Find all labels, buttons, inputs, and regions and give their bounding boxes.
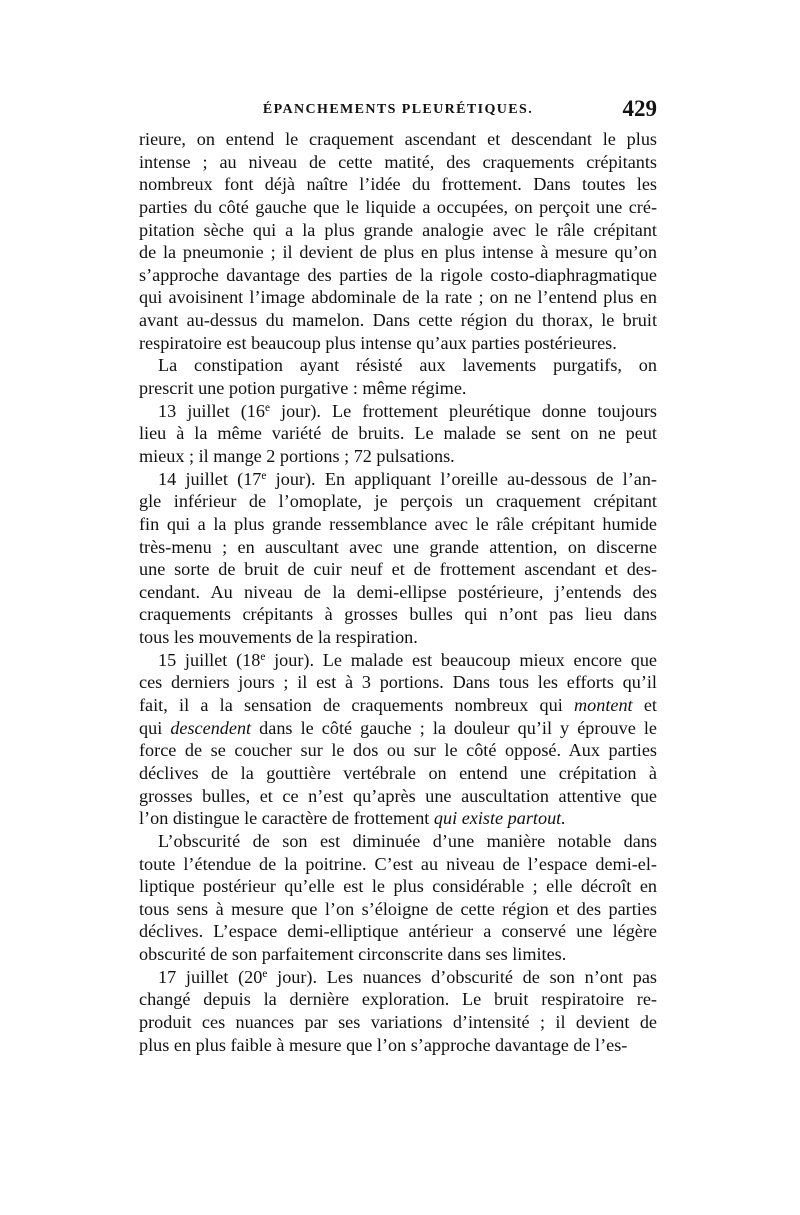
superscript: e (264, 401, 270, 414)
text-line: 13 juillet (16e jour). Le frottement pleurétique donne toujours (158, 400, 657, 421)
paragraph (139, 468, 657, 649)
page-number: 429 (622, 96, 657, 121)
text-line: cendant. Au niveau de la demi-ellipse postérieure, j’entends des (139, 581, 657, 602)
text-line: rieure, on entend le craquement ascendant et descendant le plus (139, 129, 657, 149)
text-line: qui descendent dans le côté gauche ; la douleur qu’il y éprouve le (139, 717, 657, 738)
text-line: 14 juillet (17e jour). En appliquant l’oreille au-dessous de l’an- (158, 468, 657, 489)
text-line: prescrit une potion purgative : même régime. (139, 378, 467, 399)
text-line: de la pneumonie ; il devient de plus en plus intense à mesure qu’on (139, 242, 657, 263)
text-line: parties du côté gauche que le liquide a occupées, on perçoit une cré- (139, 196, 657, 217)
text-line: changé depuis la dernière exploration. Le bruit respiratoire re- (139, 989, 657, 1010)
text-line: produit ces nuances par ses variations d’intensité ; il devient de (139, 1011, 657, 1032)
text-line: mieux ; il mange 2 portions ; 72 pulsations. (139, 445, 455, 466)
text-line: liptique postérieur qu’elle est le plus considérable ; elle décroît en (139, 876, 657, 897)
running-head (139, 96, 657, 126)
text-line: nombreux font déjà naître l’idée du frottement. Dans toutes les (139, 174, 657, 195)
italic-text: qui existe partout. (433, 808, 566, 829)
text-line: intense ; au niveau de cette matité, des craquements crépitants (139, 151, 657, 172)
running-title: ÉPANCHEMENTS PLEURÉTIQUES. (262, 102, 534, 117)
paragraph (139, 830, 657, 966)
text-line: l’on distingue le caractère de frottement qui existe partout. (139, 808, 566, 829)
text-line: déclives de la gouttière vertébrale on entend une crépitation à (139, 762, 657, 783)
italic-text: montent (574, 695, 633, 716)
text-line: toute l’étendue de la poitrine. C’est au niveau de l’espace demi-el- (139, 853, 657, 874)
text-line: qui avoisinent l’image abdominale de la rate ; on ne l’entend plus en (139, 287, 657, 308)
text-line: L’obscurité de son est diminuée d’une manière notable dans (158, 830, 657, 851)
text-line: fait, il a la sensation de craquements nombreux qui montent et (139, 695, 657, 716)
paragraph (139, 400, 657, 468)
paragraph (139, 649, 657, 830)
text-line: pitation sèche qui a la plus grande analogie avec le râle crépitant (139, 219, 657, 240)
text-line: plus en plus faible à mesure que l’on s’approche davantage de l’es- (139, 1034, 628, 1055)
paragraph (139, 354, 657, 399)
text-line: craquements crépitants à grosses bulles qui n’ont pas lieu dans (139, 604, 657, 625)
italic-text: descendent (170, 717, 252, 738)
text-line: obscurité de son parfaitement circonscrite dans ses limites. (139, 944, 567, 965)
text-line: ces derniers jours ; il est à 3 portions. Dans tous les efforts qu’il (139, 672, 657, 693)
paragraph (139, 128, 657, 354)
paragraph (139, 966, 657, 1057)
superscript: e (261, 469, 267, 482)
text-line: déclives. L’espace demi-elliptique antérieur a conservé une légère (139, 921, 657, 942)
text-line: avant au-dessus du mamelon. Dans cette région du thorax, le bruit (139, 310, 657, 331)
text-line: respiratoire est beaucoup plus intense qu’aux parties postérieures. (139, 332, 617, 353)
text-line: 17 juillet (20e jour). Les nuances d’obscurité de son n’ont pas (158, 966, 657, 987)
text-line: tous les mouvements de la respiration. (139, 627, 418, 648)
text-line: 15 juillet (18e jour). Le malade est beaucoup mieux encore que (158, 649, 657, 670)
text-line: s’approche davantage des parties de la rigole costo-diaphragmatique (139, 264, 657, 285)
text-line: gle inférieur de l’omoplate, je perçois un craquement crépitant (139, 491, 657, 512)
text-line: force de se coucher sur le dos ou sur le côté opposé. Aux parties (139, 740, 657, 761)
text-line: lieu à la même variété de bruits. Le malade se sent on ne peut (139, 423, 657, 444)
text-line: tous sens à mesure que l’on s’éloigne de cette région et des parties (139, 898, 657, 919)
text-line: La constipation ayant résisté aux lavements purgatifs, on (158, 355, 657, 376)
superscript: e (262, 967, 268, 980)
text-line: fin qui a la plus grande ressemblance avec le râle crépitant humide (139, 513, 657, 534)
text-line: très-menu ; en auscultant avec une grande attention, on discerne (139, 536, 657, 557)
body-text (139, 128, 657, 1056)
text-line: une sorte de bruit de cuir neuf et de frottement ascendant et des- (139, 559, 657, 580)
text-line: grosses bulles, et ce n’est qu’après une auscultation attentive que (139, 785, 657, 806)
superscript: e (260, 650, 266, 663)
